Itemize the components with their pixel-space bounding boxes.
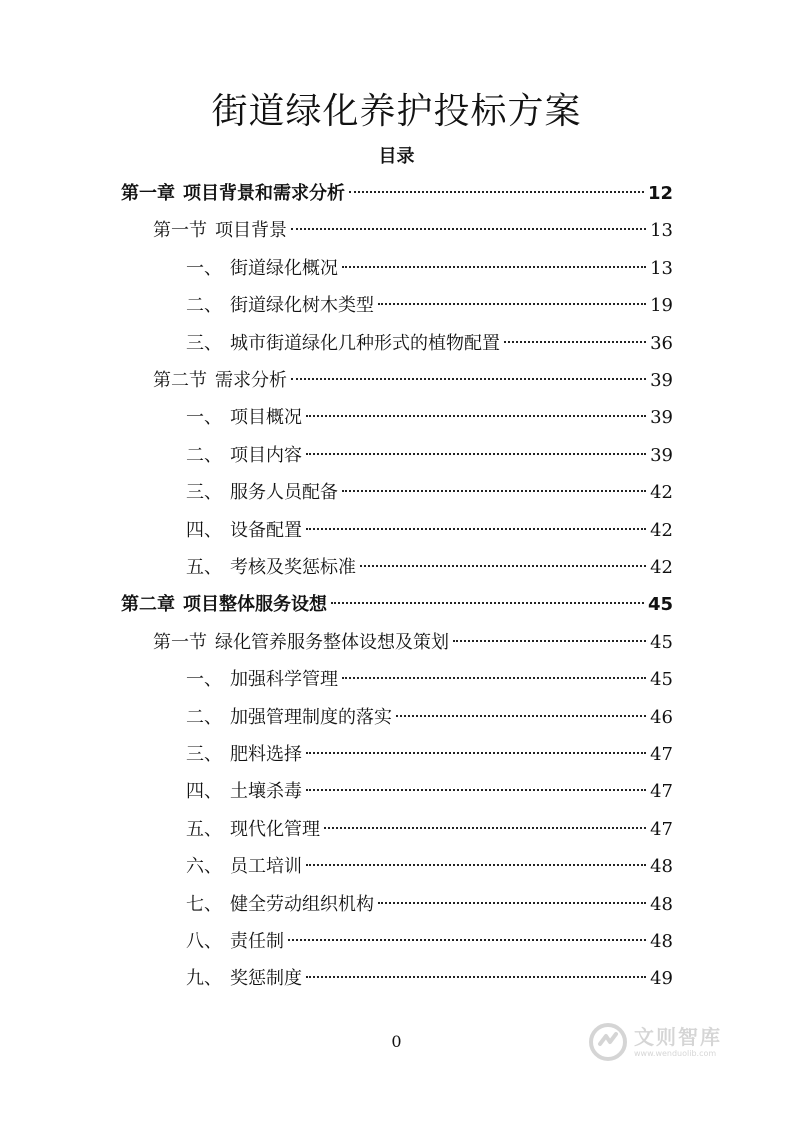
- toc-entry-label: [186, 774, 302, 810]
- toc-entry-page: 13: [650, 220, 673, 242]
- watermark-url: www.wenduolib.com: [634, 1048, 717, 1058]
- toc-entry-text: 加强管理制度的落实: [230, 706, 392, 728]
- toc-entry-page: 48: [650, 856, 673, 878]
- toc-entry-number: 第一章: [121, 183, 175, 204]
- toc-entry-number: 第一节: [153, 631, 207, 653]
- toc-entry-number: 三、: [186, 744, 222, 765]
- toc-entry-page: 46: [650, 706, 673, 728]
- toc-entry-label: [186, 550, 356, 586]
- toc-entry-number: 二、: [186, 295, 222, 317]
- toc-entry[interactable]: [186, 700, 673, 736]
- toc-entry-label: [186, 812, 320, 848]
- toc-entry-number: 七、: [186, 893, 222, 915]
- toc-entry[interactable]: [186, 774, 673, 810]
- toc-entry[interactable]: [121, 587, 673, 623]
- toc-entry-page: 45: [650, 631, 673, 653]
- toc-entry-text: 奖惩制度: [230, 968, 302, 990]
- toc-entry-text: 街道绿化树木类型: [230, 295, 374, 317]
- toc-entry-label: [153, 363, 287, 399]
- toc-entry-page: 45: [647, 594, 673, 616]
- toc-entry-text: 绿化管养服务整体设想及策划: [215, 631, 449, 653]
- watermark-logo-icon: [588, 1022, 628, 1062]
- toc-entry-text: 项目整体服务设想: [183, 594, 327, 616]
- toc-entry[interactable]: [186, 400, 673, 436]
- toc-entry-page: 36: [650, 332, 673, 354]
- toc-entry-text: 街道绿化概况: [230, 257, 338, 279]
- toc-entry-page: 48: [650, 931, 673, 952]
- toc-entry-text: 项目背景和需求分析: [183, 183, 345, 204]
- toc-entry-label: [186, 700, 392, 736]
- toc-entry-page: 49: [650, 968, 673, 990]
- toc-entry-page: 42: [650, 519, 673, 541]
- toc-entry-number: 一、: [186, 669, 222, 691]
- toc-entry-label: [186, 849, 302, 885]
- toc-entry[interactable]: [186, 812, 673, 848]
- toc-dot-leader: [306, 453, 646, 455]
- toc-entry-page: 13: [650, 257, 673, 279]
- toc-entry[interactable]: [153, 213, 673, 249]
- toc-entry-label: [186, 924, 284, 960]
- document-title: 街道绿化养护投标方案: [211, 91, 582, 132]
- toc-dot-leader: [306, 864, 646, 866]
- toc-entry[interactable]: [153, 625, 673, 661]
- toc-entry-text: 健全劳动组织机构: [230, 893, 374, 915]
- toc-entry-page: 42: [650, 557, 673, 578]
- toc-entry-text: 现代化管理: [230, 818, 320, 840]
- toc-entry[interactable]: [186, 475, 673, 511]
- watermark: [588, 1022, 722, 1062]
- toc-entry-number: 第二章: [121, 594, 175, 616]
- toc-entry-text: 责任制: [230, 931, 284, 952]
- watermark-name: 文则智库: [634, 1024, 722, 1049]
- toc-entry-text: 肥料选择: [230, 744, 302, 765]
- toc-heading: 目录: [378, 146, 415, 167]
- toc-dot-leader: [378, 902, 646, 904]
- toc-entry-number: 第一节: [153, 220, 207, 242]
- toc-entry-number: 九、: [186, 968, 222, 990]
- toc-entry-page: 12: [647, 183, 673, 204]
- toc-dot-leader: [291, 378, 646, 380]
- toc-entry[interactable]: [121, 176, 673, 212]
- toc-entry-page: 47: [650, 744, 673, 765]
- toc-entry-number: 四、: [186, 519, 222, 541]
- toc-entry-text: 服务人员配备: [230, 482, 338, 504]
- toc-entry-number: 四、: [186, 781, 222, 803]
- toc-entry-number: 三、: [186, 332, 222, 354]
- toc-entry-label: [153, 213, 287, 249]
- toc-entry-text: 需求分析: [215, 370, 287, 391]
- toc-entry-page: 42: [650, 482, 673, 504]
- toc-entry-number: 五、: [186, 818, 222, 840]
- page-number: 0: [391, 1032, 402, 1051]
- toc-entry[interactable]: [153, 363, 673, 399]
- toc-entry-text: 项目概况: [230, 407, 302, 429]
- toc-entry[interactable]: [186, 887, 673, 923]
- toc-entry[interactable]: [186, 438, 673, 474]
- toc-entry-number: 三、: [186, 482, 222, 504]
- toc-entry[interactable]: [186, 251, 673, 287]
- toc-entry-page: 39: [650, 370, 673, 391]
- toc-entry-number: 五、: [186, 557, 222, 578]
- toc-entry-label: [186, 961, 302, 997]
- toc-entry[interactable]: [186, 513, 673, 549]
- toc-dot-leader: [349, 191, 644, 193]
- toc-entry-label: [186, 475, 338, 511]
- toc-entry-number: 第二节: [153, 370, 207, 391]
- toc-entry-text: 设备配置: [230, 519, 302, 541]
- toc-entry-number: 六、: [186, 856, 222, 878]
- toc-entry[interactable]: [186, 849, 673, 885]
- toc-dot-leader: [360, 565, 646, 567]
- toc-entry-text: 员工培训: [230, 856, 302, 878]
- toc-dot-leader: [288, 939, 646, 941]
- toc-entry[interactable]: [186, 662, 673, 698]
- toc-dot-leader: [504, 341, 646, 343]
- toc-entry-number: 一、: [186, 257, 222, 279]
- toc-entry-page: 48: [650, 893, 673, 915]
- toc-dot-leader: [396, 715, 646, 717]
- toc-entry-label: [121, 587, 327, 623]
- toc-entry-label: [186, 326, 500, 362]
- toc-dot-leader: [306, 789, 646, 791]
- toc-dot-leader: [453, 640, 646, 642]
- toc-dot-leader: [342, 677, 646, 679]
- toc-dot-leader: [331, 602, 644, 604]
- toc-entry-page: 45: [650, 669, 673, 691]
- toc-entry-text: 土壤杀毒: [230, 781, 302, 803]
- toc-entry-number: 二、: [186, 706, 222, 728]
- toc-entry[interactable]: [186, 961, 673, 997]
- toc-entry[interactable]: [186, 737, 673, 773]
- toc-dot-leader: [306, 752, 646, 754]
- toc-entry-text: 考核及奖惩标准: [230, 557, 356, 578]
- toc-entry-page: 39: [650, 444, 673, 466]
- toc-entry-label: [186, 513, 302, 549]
- toc-entry-page: 39: [650, 407, 673, 429]
- toc-dot-leader: [306, 415, 646, 417]
- toc-entry-number: 二、: [186, 444, 222, 466]
- toc-entry-page: 47: [650, 818, 673, 840]
- toc-entry-number: 八、: [186, 931, 222, 952]
- toc-entry-label: [121, 176, 345, 212]
- toc-entry-label: [186, 737, 302, 773]
- toc-entry-text: 项目内容: [230, 444, 302, 466]
- toc-entry-page: 47: [650, 781, 673, 803]
- toc-entry-page: 19: [650, 295, 673, 317]
- toc-entry-label: [186, 887, 374, 923]
- toc-entry-number: 一、: [186, 407, 222, 429]
- toc-entry[interactable]: [186, 288, 673, 324]
- toc-dot-leader: [291, 228, 646, 230]
- toc-dot-leader: [378, 303, 646, 305]
- toc-entry-label: [153, 625, 449, 661]
- toc-entry-text: 加强科学管理: [230, 669, 338, 691]
- toc-entry-label: [186, 662, 338, 698]
- toc-entry-label: [186, 288, 374, 324]
- toc-entry-label: [186, 438, 302, 474]
- toc-entry[interactable]: [186, 326, 673, 362]
- toc-entry[interactable]: [186, 550, 673, 586]
- toc-entry-label: [186, 251, 338, 287]
- toc-entry-label: [186, 400, 302, 436]
- toc-entry-text: 城市街道绿化几种形式的植物配置: [230, 332, 500, 354]
- toc-dot-leader: [324, 827, 646, 829]
- toc-dot-leader: [342, 266, 646, 268]
- toc-entry[interactable]: [186, 924, 673, 960]
- toc-dot-leader: [342, 490, 646, 492]
- toc-entry-text: 项目背景: [215, 220, 287, 242]
- toc-dot-leader: [306, 976, 646, 978]
- toc-dot-leader: [306, 528, 646, 530]
